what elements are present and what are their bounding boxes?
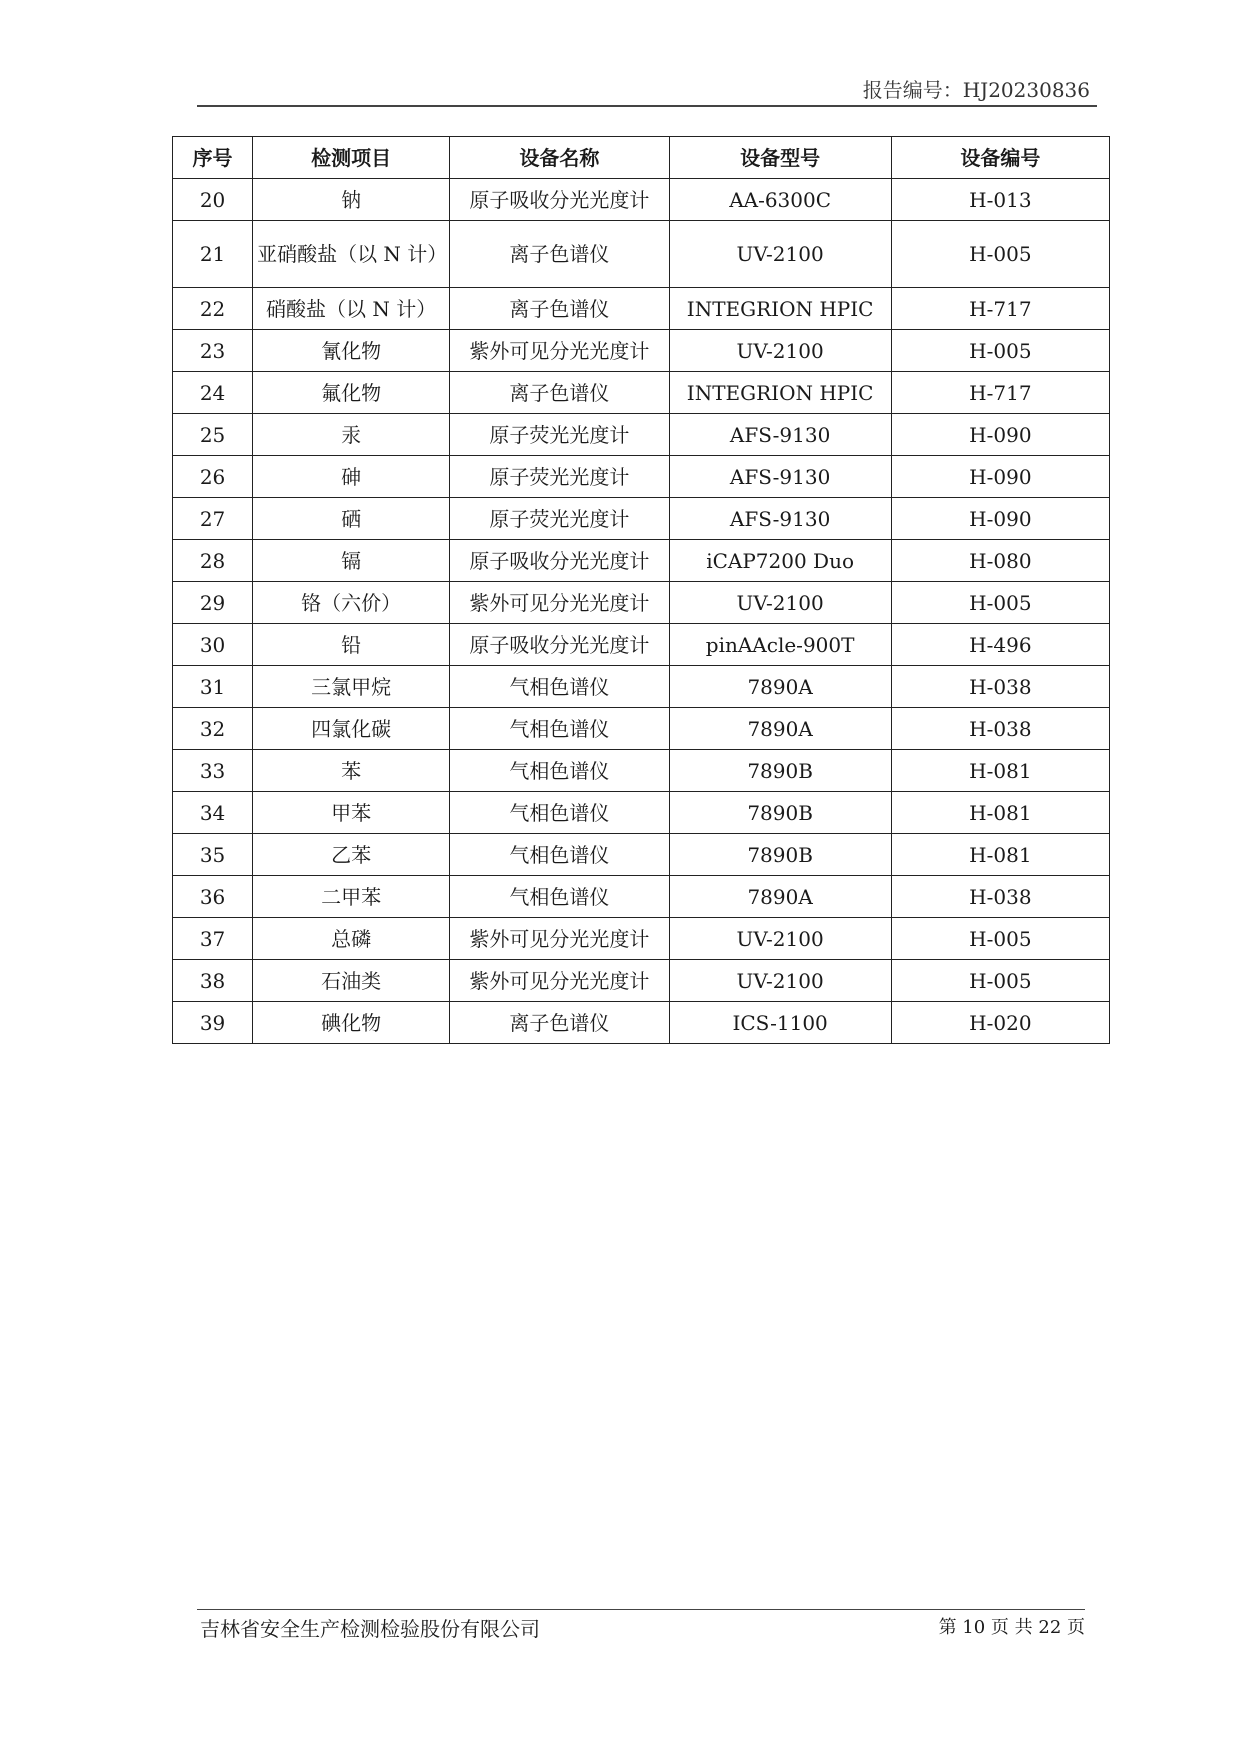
cell-device: 原子荧光光度计	[450, 456, 669, 498]
cell-no: 26	[173, 456, 253, 498]
cell-model: AFS-9130	[669, 414, 891, 456]
cell-model: 7890B	[669, 834, 891, 876]
cell-no: 23	[173, 330, 253, 372]
cell-code: H-038	[891, 708, 1109, 750]
table-row	[173, 498, 1110, 540]
table-row	[173, 834, 1110, 876]
table-body	[173, 179, 1110, 1044]
cell-code: H-717	[891, 288, 1109, 330]
cell-model: 7890A	[669, 876, 891, 918]
cell-code: H-090	[891, 456, 1109, 498]
cell-model: INTEGRION HPIC	[669, 288, 891, 330]
cell-item: 四氯化碳	[253, 708, 450, 750]
header-cell-code: 设备编号	[891, 137, 1109, 179]
cell-model: UV-2100	[669, 330, 891, 372]
cell-item: 硒	[253, 498, 450, 540]
cell-item: 铅	[253, 624, 450, 666]
cell-no: 25	[173, 414, 253, 456]
cell-item: 三氯甲烷	[253, 666, 450, 708]
cell-item: 硝酸盐（以 N 计）	[253, 288, 450, 330]
header-cell-item: 检测项目	[253, 137, 450, 179]
table-row	[173, 179, 1110, 221]
cell-code: H-090	[891, 414, 1109, 456]
cell-no: 35	[173, 834, 253, 876]
cell-item: 钠	[253, 179, 450, 221]
table-row	[173, 372, 1110, 414]
cell-item: 甲苯	[253, 792, 450, 834]
table-row	[173, 666, 1110, 708]
cell-device: 离子色谱仪	[450, 1002, 669, 1044]
table-row	[173, 624, 1110, 666]
table-row	[173, 876, 1110, 918]
cell-device: 原子荧光光度计	[450, 414, 669, 456]
cell-model: 7890B	[669, 792, 891, 834]
table-row	[173, 792, 1110, 834]
table-row	[173, 456, 1110, 498]
cell-code: H-080	[891, 540, 1109, 582]
table-row	[173, 540, 1110, 582]
cell-code: H-005	[891, 918, 1109, 960]
cell-model: AA-6300C	[669, 179, 891, 221]
cell-device: 紫外可见分光光度计	[450, 582, 669, 624]
cell-model: 7890A	[669, 666, 891, 708]
cell-model: UV-2100	[669, 918, 891, 960]
table-row	[173, 414, 1110, 456]
cell-item: 石油类	[253, 960, 450, 1002]
cell-no: 21	[173, 221, 253, 288]
cell-model: UV-2100	[669, 221, 891, 288]
cell-no: 28	[173, 540, 253, 582]
cell-code: H-005	[891, 960, 1109, 1002]
cell-model: INTEGRION HPIC	[669, 372, 891, 414]
cell-model: iCAP7200 Duo	[669, 540, 891, 582]
cell-device: 气相色谱仪	[450, 708, 669, 750]
cell-item: 二甲苯	[253, 876, 450, 918]
header-cell-no: 序号	[173, 137, 253, 179]
table-header-row	[173, 137, 1110, 179]
cell-device: 原子吸收分光光度计	[450, 179, 669, 221]
cell-item: 碘化物	[253, 1002, 450, 1044]
cell-item: 乙苯	[253, 834, 450, 876]
cell-no: 24	[173, 372, 253, 414]
cell-no: 22	[173, 288, 253, 330]
cell-item: 苯	[253, 750, 450, 792]
cell-device: 原子荧光光度计	[450, 498, 669, 540]
table-row	[173, 918, 1110, 960]
cell-code: H-005	[891, 221, 1109, 288]
cell-device: 气相色谱仪	[450, 750, 669, 792]
cell-model: UV-2100	[669, 582, 891, 624]
cell-device: 气相色谱仪	[450, 834, 669, 876]
report-number: 报告编号：HJ20230836	[862, 78, 1090, 102]
company-name: 吉林省安全生产检测检验股份有限公司	[200, 1617, 540, 1641]
cell-device: 离子色谱仪	[450, 372, 669, 414]
cell-model: AFS-9130	[669, 498, 891, 540]
cell-item: 汞	[253, 414, 450, 456]
cell-no: 34	[173, 792, 253, 834]
cell-code: H-081	[891, 750, 1109, 792]
equipment-table	[172, 136, 1110, 1044]
cell-device: 紫外可见分光光度计	[450, 330, 669, 372]
cell-item: 镉	[253, 540, 450, 582]
cell-device: 气相色谱仪	[450, 876, 669, 918]
header-cell-device: 设备名称	[450, 137, 669, 179]
cell-device: 气相色谱仪	[450, 792, 669, 834]
cell-no: 29	[173, 582, 253, 624]
cell-device: 紫外可见分光光度计	[450, 960, 669, 1002]
cell-code: H-496	[891, 624, 1109, 666]
cell-no: 30	[173, 624, 253, 666]
table-row	[173, 750, 1110, 792]
cell-model: pinAAcle-900T	[669, 624, 891, 666]
page-number: 第 10 页 共 22 页	[938, 1617, 1085, 1638]
cell-device: 气相色谱仪	[450, 666, 669, 708]
cell-code: H-038	[891, 666, 1109, 708]
cell-no: 33	[173, 750, 253, 792]
header-divider	[197, 105, 1097, 107]
table-row	[173, 330, 1110, 372]
table-row	[173, 960, 1110, 1002]
cell-device: 原子吸收分光光度计	[450, 540, 669, 582]
cell-item: 总磷	[253, 918, 450, 960]
cell-model: 7890B	[669, 750, 891, 792]
cell-item: 氰化物	[253, 330, 450, 372]
cell-code: H-717	[891, 372, 1109, 414]
footer-divider	[197, 1609, 1085, 1610]
table-row	[173, 1002, 1110, 1044]
cell-code: H-013	[891, 179, 1109, 221]
cell-code: H-005	[891, 582, 1109, 624]
cell-no: 36	[173, 876, 253, 918]
cell-code: H-081	[891, 792, 1109, 834]
cell-item: 铬（六价）	[253, 582, 450, 624]
cell-code: H-005	[891, 330, 1109, 372]
table-row	[173, 288, 1110, 330]
cell-device: 原子吸收分光光度计	[450, 624, 669, 666]
cell-no: 38	[173, 960, 253, 1002]
cell-model: AFS-9130	[669, 456, 891, 498]
table-row	[173, 221, 1110, 288]
cell-no: 32	[173, 708, 253, 750]
cell-model: UV-2100	[669, 960, 891, 1002]
cell-code: H-081	[891, 834, 1109, 876]
cell-item: 亚硝酸盐（以 N 计）	[253, 221, 450, 288]
cell-device: 离子色谱仪	[450, 288, 669, 330]
cell-no: 37	[173, 918, 253, 960]
cell-code: H-038	[891, 876, 1109, 918]
cell-no: 39	[173, 1002, 253, 1044]
cell-code: H-090	[891, 498, 1109, 540]
table-row	[173, 582, 1110, 624]
cell-item: 砷	[253, 456, 450, 498]
cell-no: 27	[173, 498, 253, 540]
cell-code: H-020	[891, 1002, 1109, 1044]
header-cell-model: 设备型号	[669, 137, 891, 179]
cell-no: 20	[173, 179, 253, 221]
cell-model: ICS-1100	[669, 1002, 891, 1044]
cell-model: 7890A	[669, 708, 891, 750]
cell-item: 氟化物	[253, 372, 450, 414]
cell-device: 紫外可见分光光度计	[450, 918, 669, 960]
table-row	[173, 708, 1110, 750]
cell-no: 31	[173, 666, 253, 708]
cell-device: 离子色谱仪	[450, 221, 669, 288]
